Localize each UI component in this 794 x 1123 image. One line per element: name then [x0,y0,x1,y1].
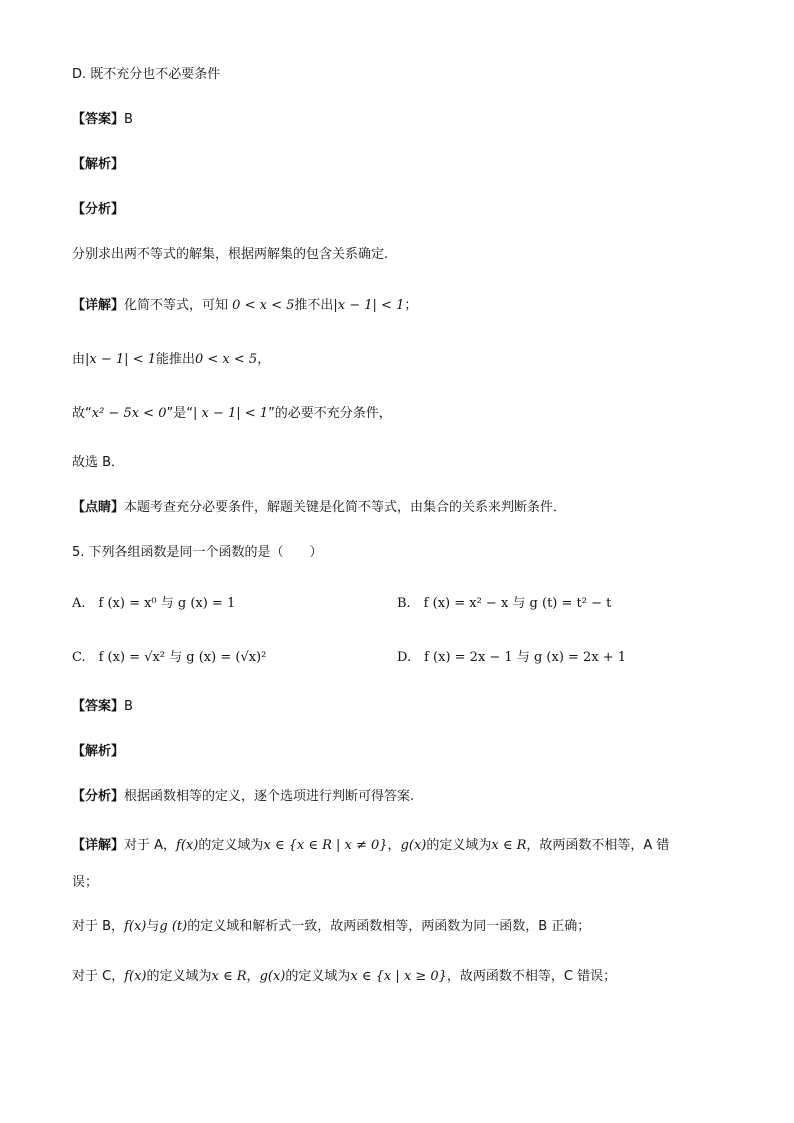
math-expr: | x − 1| < 1 [192,406,269,421]
xiangjie-tag: 【详解】 [72,838,125,853]
dianjing-line [72,499,566,517]
derivation-line-3 [72,405,392,423]
fenxi-text: 根据函数相等的定义，逐个选项进行判断可得答案. [124,789,415,804]
text-segment: 化简不等式，可知 [124,298,229,313]
text-segment: 能推出 [155,352,195,367]
math-expr: 0 < x < 5 [232,298,295,313]
text-segment: ”的必要不充分条件， [268,406,392,421]
option-c: C. f (x) = √x² 与 g (x) = (√x)² [72,650,267,665]
text-segment: ； [404,298,418,313]
text-segment: 故“ [72,406,92,421]
answer-tag: 【答案】 [72,112,125,127]
math-expr: x ∈ {x | x ≥ 0} [350,969,447,984]
math-expr: x ∈ {x ∈ R | x ≠ 0} [263,838,388,853]
text-segment: 的定义域为 [146,969,212,984]
fenxi-tag: 【分析】 [72,789,125,804]
fenxi-heading: 【分析】 [72,202,125,217]
text-segment: 推不出 [294,298,334,313]
math-expr: g(x) [400,838,427,853]
math-expr: f(x) [176,838,199,853]
option-d: D. f (x) = 2x − 1 与 g (x) = 2x + 1 [397,650,627,665]
math-expr: x ∈ R [211,969,247,984]
xiangjie-line-2 [72,837,669,855]
math-expr: x² − 5x < 0 [91,406,167,421]
question-5: 5. 下列各组函数是同一个函数的是（ ） [72,545,323,560]
text-segment: 的定义域为 [426,838,492,853]
answer-value: B [124,112,133,127]
xiangjie-line-1 [72,297,417,315]
text-segment: ”是“ [166,406,193,421]
fenxi-line-2 [72,788,414,806]
option-b: B. f (x) = x² − x 与 g (t) = t² − t [397,596,612,611]
option-d-text: D. 既不充分也不必要条件 [72,67,221,82]
case-b-line [72,918,590,936]
fenxi-text: 分别求出两不等式的解集，根据两解集的包含关系确定. [72,247,389,262]
xiangjie-tag: 【详解】 [72,298,125,313]
text-segment: ， [257,352,271,367]
wrap-line: 误； [72,875,99,890]
text-segment: ， [246,969,260,984]
jiexi-heading-2: 【解析】 [72,744,125,759]
dianjing-text: 本题考查充分必要条件，解题关键是化简不等式，由集合的关系来判断条件． [124,500,567,515]
text-segment: 对于 A， [124,838,177,853]
math-expr: g (t) [159,919,188,934]
answer-line-1 [72,111,133,129]
text-segment: ，故两函数不相等，C 错误； [446,969,617,984]
text-segment: 的定义域和解析式一致，故两函数相等，两函数为同一函数，B 正确； [187,919,591,934]
math-expr: x ∈ R [491,838,527,853]
text-segment: 的定义域为 [285,969,351,984]
text-segment: ， [387,838,401,853]
conclusion-line: 故选 B． [72,455,125,470]
text-segment: 的定义域为 [198,838,264,853]
option-a: A. f (x) = x⁰ 与 g (x) = 1 [72,596,236,611]
math-expr: |x − 1| < 1 [85,352,156,367]
text-segment: 与 [146,919,160,934]
answer-value: B [124,699,133,714]
text-segment: ，故两函数不相等，A 错 [526,838,670,853]
math-expr: 0 < x < 5 [194,352,258,367]
derivation-line-2 [72,351,270,369]
answer-tag: 【答案】 [72,699,125,714]
text-segment: 对于 C， [72,969,125,984]
math-expr: f(x) [124,969,147,984]
jiexi-heading: 【解析】 [72,157,125,172]
text-segment: 由 [72,352,86,367]
math-expr: g(x) [259,969,286,984]
dianjing-tag: 【点睛】 [72,500,125,515]
math-expr: |x − 1| < 1 [333,298,405,313]
case-c-line [72,968,616,986]
text-segment: 对于 B， [72,919,125,934]
answer-line-2 [72,698,133,716]
math-expr: f(x) [124,919,147,934]
